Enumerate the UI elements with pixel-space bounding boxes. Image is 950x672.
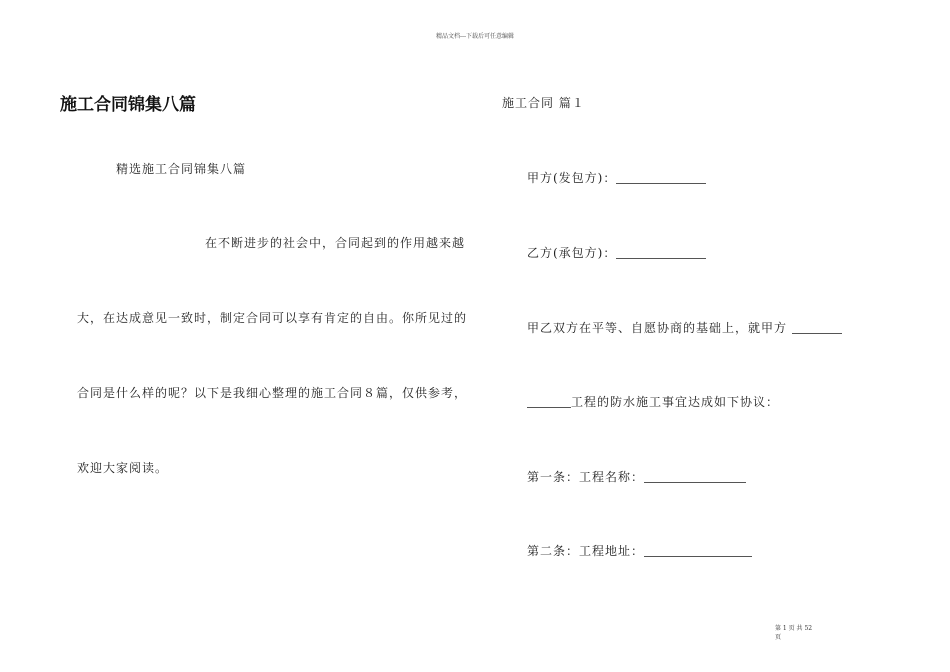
article-1-label: 第一条：工程名称： bbox=[527, 470, 645, 484]
paragraph-line-3: 合同是什么样的呢？以下是我细心整理的施工合同８篇，仅供参考， bbox=[77, 386, 468, 400]
page-number bbox=[775, 624, 835, 642]
article-1-line bbox=[527, 468, 746, 485]
agreement-line-2 bbox=[527, 393, 779, 410]
article-2-label: 第二条：工程地址： bbox=[527, 544, 645, 558]
party-b-line bbox=[527, 244, 706, 261]
page-header-note: 精品文档---下载后可任意编辑 bbox=[435, 33, 515, 40]
party-a-line bbox=[527, 169, 706, 186]
party-a-blank bbox=[616, 182, 706, 184]
document-subtitle: 精选施工合同锦集八篇 bbox=[116, 162, 247, 176]
project-address-blank bbox=[644, 555, 752, 557]
page-number-line-1: 第 1 页 共 52 bbox=[775, 625, 813, 632]
agreement-text-2: 工程的防水施工事宜达成如下协议： bbox=[571, 395, 780, 409]
article-2-line bbox=[527, 542, 752, 559]
paragraph-line-1: 在不断进步的社会中，合同起到的作用越来越 bbox=[205, 236, 466, 250]
project-name-blank bbox=[792, 332, 842, 334]
document-title: 施工合同锦集八篇 bbox=[60, 95, 196, 115]
party-b-label: 乙方(承包方)： bbox=[527, 246, 617, 260]
party-b-blank bbox=[616, 257, 706, 259]
section-heading: 施工合同 篇１ bbox=[502, 96, 585, 110]
paragraph-line-4: 欢迎大家阅读。 bbox=[77, 461, 169, 475]
paragraph-line-2: 大，在达成意见一致时，制定合同可以享有肯定的自由。你所见过的 bbox=[77, 311, 468, 325]
party-a-label: 甲方(发包方)： bbox=[527, 171, 617, 185]
agreement-text-1: 甲乙双方在平等、自愿协商的基础上，就甲方 bbox=[527, 321, 788, 335]
agreement-line-1 bbox=[527, 319, 842, 336]
page-number-line-2: 页 bbox=[775, 634, 782, 641]
project-title-blank bbox=[644, 481, 746, 483]
project-name-blank-cont bbox=[527, 406, 571, 408]
